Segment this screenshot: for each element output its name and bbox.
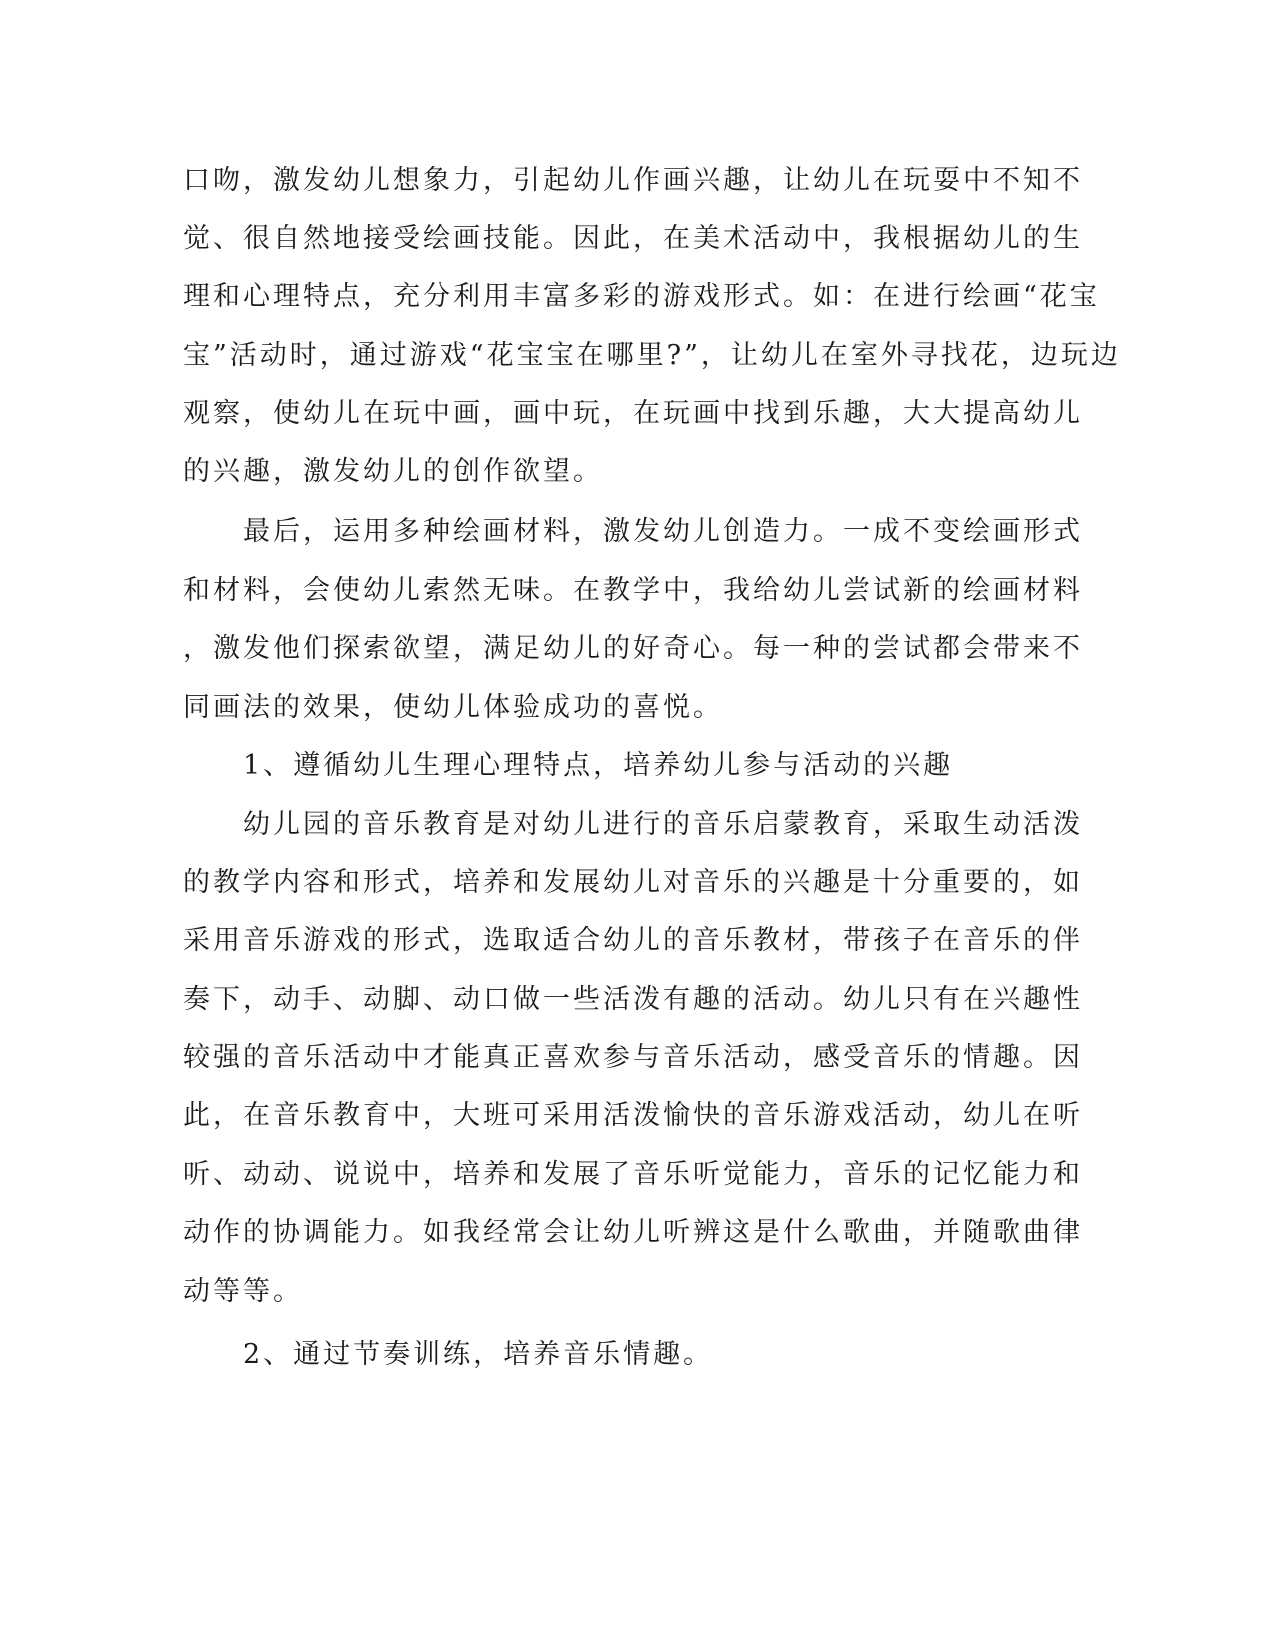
text-line: 宝”活动时，通过游戏“花宝宝在哪里?”，让幼儿在室外寻找花，边玩边 <box>183 340 1121 371</box>
text-line: 的教学内容和形式，培养和发展幼儿对音乐的兴趣是十分重要的，如 <box>183 867 1083 898</box>
text-line: 听、动动、说说中，培养和发展了音乐听觉能力，音乐的记忆能力和 <box>183 1159 1083 1190</box>
text-line: 动作的协调能力。如我经常会让幼儿听辨这是什么歌曲，并随歌曲律 <box>183 1217 1083 1248</box>
section-heading: 1、遵循幼儿生理心理特点，培养幼儿参与活动的兴趣 <box>183 750 954 781</box>
text-line: 奏下，动手、动脚、动口做一些活泼有趣的活动。幼儿只有在兴趣性 <box>183 984 1083 1015</box>
text-line: 和材料，会使幼儿索然无味。在教学中，我给幼儿尝试新的绘画材料 <box>183 575 1083 606</box>
text-line: 动等等。 <box>183 1276 303 1307</box>
text-line: 同画法的效果，使幼儿体验成功的喜悦。 <box>183 692 723 723</box>
text-line: ，激发他们探索欲望，满足幼儿的好奇心。每一种的尝试都会带来不 <box>183 633 1083 664</box>
text-line: 最后，运用多种绘画材料，激发幼儿创造力。一成不变绘画形式 <box>183 516 1083 547</box>
text-line: 幼儿园的音乐教育是对幼儿进行的音乐启蒙教育，采取生动活泼 <box>183 809 1083 840</box>
text-line: 口吻，激发幼儿想象力，引起幼儿作画兴趣，让幼儿在玩耍中不知不 <box>183 165 1083 196</box>
text-line: 的兴趣，激发幼儿的创作欲望。 <box>183 456 603 487</box>
text-line: 此，在音乐教育中，大班可采用活泼愉快的音乐游戏活动，幼儿在听 <box>183 1100 1083 1131</box>
text-line: 采用音乐游戏的形式，选取适合幼儿的音乐教材，带孩子在音乐的伴 <box>183 925 1083 956</box>
section-heading: 2、通过节奏训练，培养音乐情趣。 <box>183 1339 714 1370</box>
text-line: 觉、很自然地接受绘画技能。因此，在美术活动中，我根据幼儿的生 <box>183 223 1083 254</box>
text-line: 观察，使幼儿在玩中画，画中玩，在玩画中找到乐趣，大大提高幼儿 <box>183 398 1083 429</box>
text-line: 较强的音乐活动中才能真正喜欢参与音乐活动，感受音乐的情趣。因 <box>183 1042 1083 1073</box>
text-line: 理和心理特点，充分利用丰富多彩的游戏形式。如：在进行绘画“花宝 <box>183 281 1100 312</box>
